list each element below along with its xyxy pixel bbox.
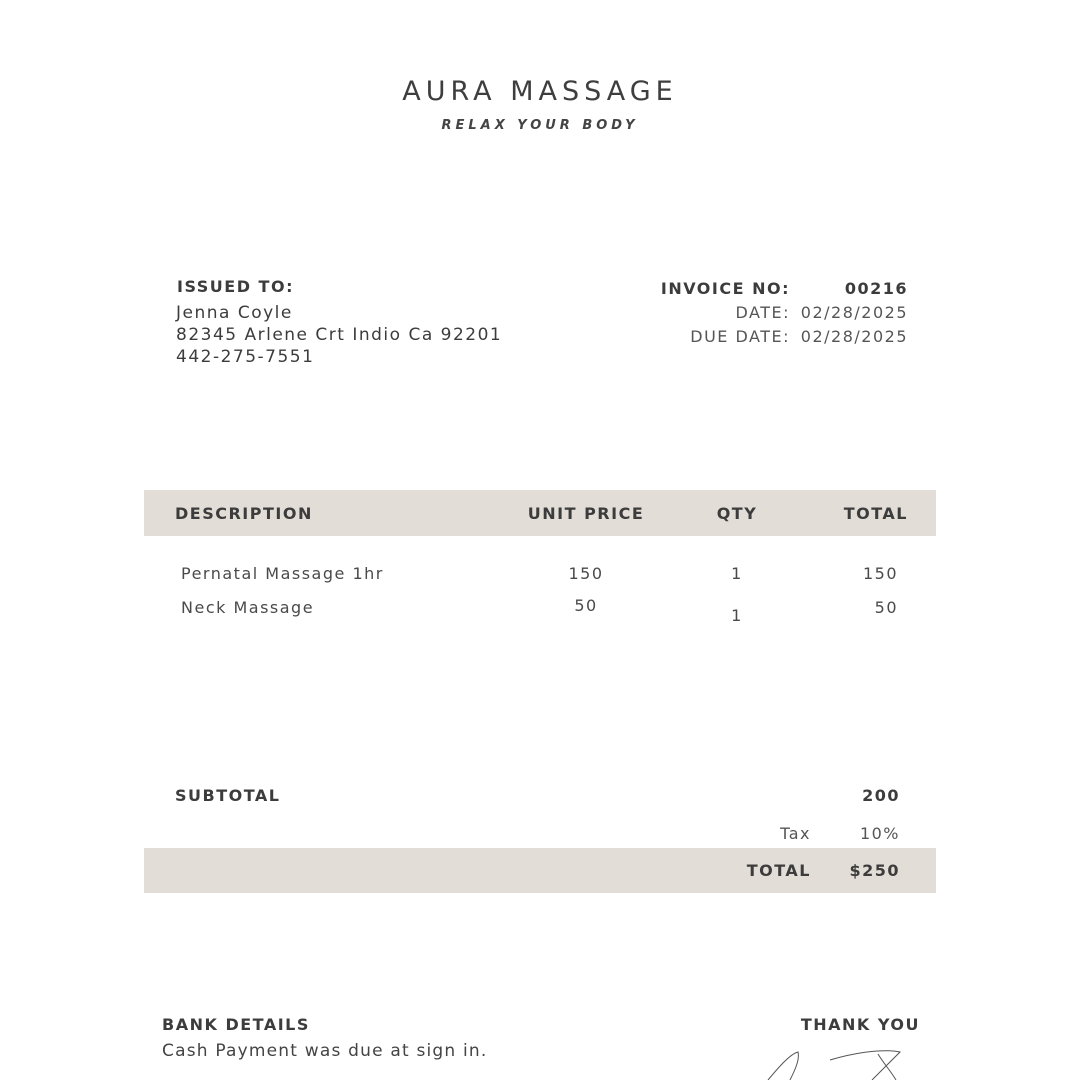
date-label: DATE: (735, 303, 790, 322)
signature-image (760, 1050, 910, 1080)
row-1-unit-price: 150 (568, 564, 604, 583)
row-2-description: Neck Massage (181, 598, 315, 617)
client-address: 82345 Arlene Crt Indio Ca 92201 (176, 325, 503, 345)
subtotal-label: SUBTOTAL (175, 786, 281, 805)
row-2-unit-price: 50 (574, 596, 598, 615)
row-2-qty: 1 (731, 606, 743, 625)
col-qty: QTY (716, 504, 758, 523)
due-date-label: DUE DATE: (690, 327, 790, 346)
total-band (144, 848, 936, 893)
total-value: $250 (849, 861, 900, 880)
invoice-number-label: INVOICE NO: (660, 279, 790, 298)
issued-to-label: ISSUED TO: (177, 277, 294, 296)
client-phone: 442-275-7551 (176, 347, 315, 367)
col-description: DESCRIPTION (175, 504, 313, 523)
tax-value: 10% (859, 824, 900, 843)
client-name: Jenna Coyle (176, 303, 293, 323)
due-date: 02/28/2025 (800, 327, 908, 346)
invoice-number: 00216 (844, 279, 908, 298)
row-1-description: Pernatal Massage 1hr (181, 564, 384, 583)
row-1-qty: 1 (731, 564, 743, 583)
subtotal-value: 200 (862, 786, 900, 805)
invoice-date: 02/28/2025 (800, 303, 908, 322)
col-total: TOTAL (843, 504, 908, 523)
brand-tagline: RELAX YOUR BODY (441, 118, 639, 133)
col-unit-price: UNIT PRICE (527, 504, 645, 523)
thank-you-label: THANK YOU (800, 1015, 920, 1034)
brand-name: AURA MASSAGE (402, 76, 678, 107)
total-label: TOTAL (746, 861, 811, 880)
bank-details-label: BANK DETAILS (162, 1015, 310, 1034)
bank-details-text: Cash Payment was due at sign in. (162, 1041, 488, 1061)
tax-label: Tax (780, 824, 811, 843)
row-1-total: 150 (862, 564, 898, 583)
row-2-total: 50 (874, 598, 898, 617)
